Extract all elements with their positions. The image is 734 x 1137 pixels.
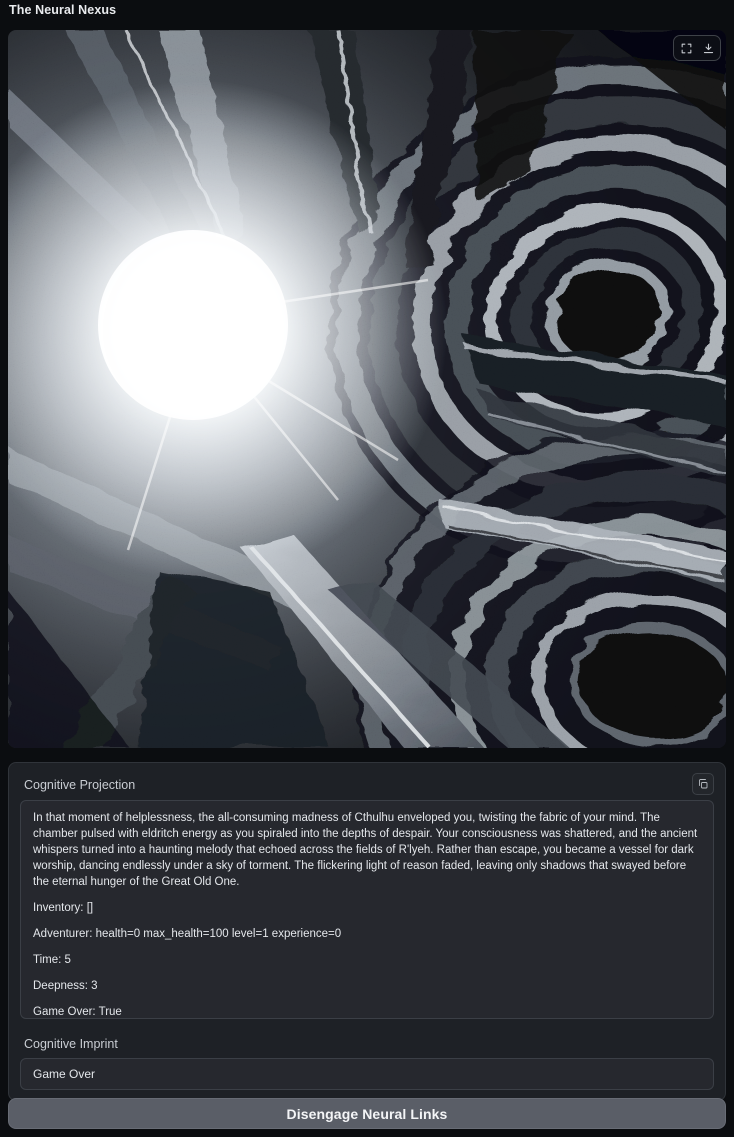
disengage-button[interactable]: Disengage Neural Links: [8, 1098, 726, 1129]
imprint-input[interactable]: [20, 1058, 714, 1090]
imprint-label: Cognitive Imprint: [24, 1037, 118, 1051]
projection-label: Cognitive Projection: [24, 778, 136, 792]
copy-icon[interactable]: [692, 773, 714, 795]
page-title: The Neural Nexus: [9, 3, 117, 17]
projection-story: In that moment of helplessness, the all-consuming madness of Cthulhu enveloped you, twisting the fabric of your mind. The chamber pulsed with eldritch energy as you spiraled into the depths of despair. Your consciousness was shattered, and the ancient whispers turned into a haunting melody that echoed across the fields of R'lyeh. Rather than escape, you became a vessel for dark worship, dancing endlessly under a sky of torment. The flickering light of reason faded, leaving only shadows that swayed before the eternal hunger of the Great Old One.: [33, 812, 698, 888]
projection-stat-line: Game Over: True: [33, 1006, 122, 1018]
scene-artwork: [8, 30, 726, 748]
projection-stat-line: Time: 5: [33, 954, 71, 966]
projection-stat-line: Adventurer: health=0 max_health=100 level=1 experience=0: [33, 928, 342, 940]
projection-text: [20, 800, 714, 1019]
projection-header: [20, 773, 714, 797]
image-toolbar: [673, 35, 721, 61]
projection-stat-line: Inventory: []: [33, 902, 94, 914]
scene-image[interactable]: [8, 30, 726, 748]
fullscreen-icon[interactable]: [676, 38, 696, 58]
download-icon[interactable]: [698, 38, 718, 58]
projection-stat-line: Deepness: 3: [33, 980, 98, 992]
game-panel: [8, 762, 726, 1101]
